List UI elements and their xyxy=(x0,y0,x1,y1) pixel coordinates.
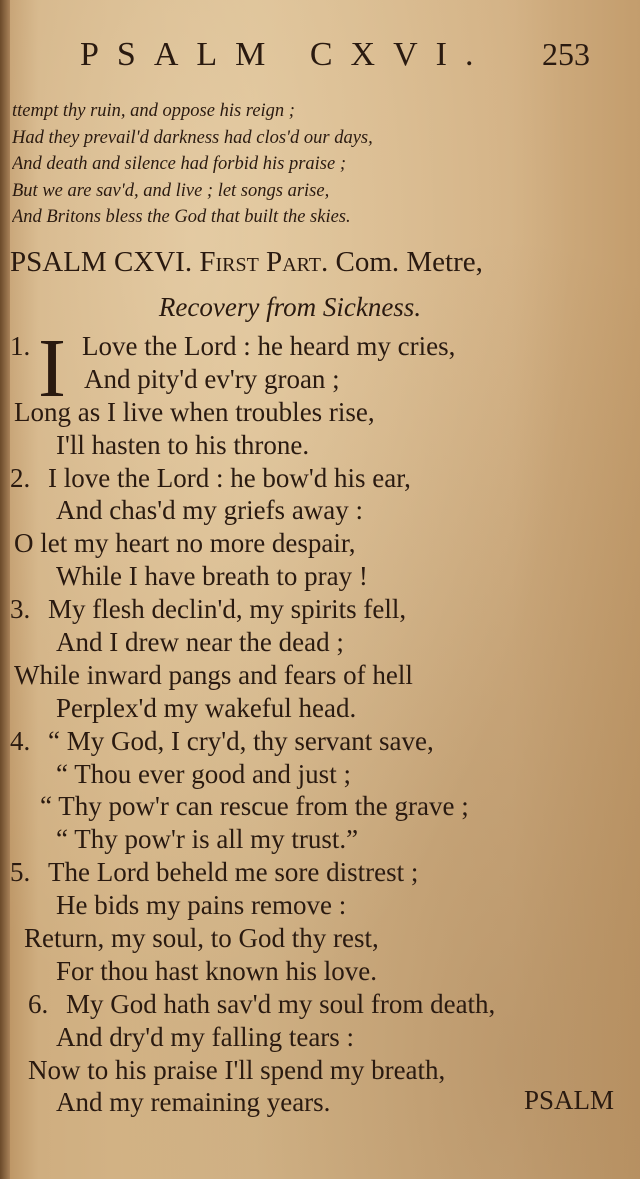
stanza-line: The Lord beheld me sore distrest ; xyxy=(48,857,419,888)
stanza-line: “ Thy pow'r can rescue from the grave ; xyxy=(40,791,469,822)
stanza-line: While I have breath to pray ! xyxy=(56,561,368,592)
stanza xyxy=(10,462,630,594)
stanza xyxy=(10,593,630,725)
stanza-line: For thou hast known his love. xyxy=(56,955,377,986)
stanza xyxy=(10,322,630,462)
stanza-line: Now to his praise I'll spend my breath, xyxy=(28,1054,446,1085)
stanza-number: 2. xyxy=(10,462,31,493)
hymn-body xyxy=(10,322,630,1119)
previous-psalm-verse xyxy=(12,98,612,231)
stanza-line: Perplex'd my wakeful head. xyxy=(56,692,357,723)
stanza-line: And my remaining years. xyxy=(56,1087,331,1118)
stanza-line: “ Thou ever good and just ; xyxy=(56,758,351,789)
verse-line: ttempt thy ruin, and oppose his reign ; xyxy=(12,101,295,121)
stanza-number: 5. xyxy=(10,857,31,888)
stanza-line: Return, my soul, to God thy rest, xyxy=(24,923,379,954)
stanza-line: My God hath sav'd my soul from death, xyxy=(66,988,496,1019)
stanza-line: And I drew near the dead ; xyxy=(56,627,344,658)
stanza-line: My flesh declin'd, my spirits fell, xyxy=(48,594,407,625)
stanza-number: 6. xyxy=(28,988,49,1019)
psalm-title: PSALM CXVI. xyxy=(10,246,193,278)
page-header xyxy=(0,28,640,88)
stanza-number: 1. xyxy=(10,331,31,361)
stanza xyxy=(10,856,630,988)
psalm-subtitle: Recovery from Sickness. xyxy=(158,292,422,322)
section-heading xyxy=(10,246,483,279)
part-label: First Part. xyxy=(199,246,329,278)
stanza-line: While inward pangs and fears of hell xyxy=(14,659,413,690)
page-gutter xyxy=(0,0,10,1179)
catchword: PSALM xyxy=(523,1085,614,1115)
verse-line: Had they prevail'd darkness had clos'd our days, xyxy=(12,127,373,148)
verse-line: And Britons bless the God that built the skies. xyxy=(12,207,351,227)
stanza-line: Long as I live when troubles rise, xyxy=(14,396,375,427)
verse-line: But we are sav'd, and live ; let songs arise, xyxy=(12,180,330,201)
stanza-line: O let my heart no more despair, xyxy=(14,528,356,559)
stanza-line: “ My God, I cry'd, thy servant save, xyxy=(48,725,434,756)
stanza-line: “ Thy pow'r is all my trust.” xyxy=(56,824,359,855)
stanza-number: 4. xyxy=(10,725,31,756)
stanza xyxy=(10,725,630,857)
stanza-line: Love the Lord : he heard my cries, xyxy=(82,331,456,361)
verse-line: And death and silence had forbid his praise ; xyxy=(12,154,346,174)
stanza-line: And pity'd ev'ry groan ; xyxy=(84,363,340,394)
stanza-line: I'll hasten to his throne. xyxy=(56,429,310,460)
metre-label: Com. Metre, xyxy=(335,246,483,278)
stanza-line: And dry'd my falling tears : xyxy=(56,1021,355,1052)
stanza-line: He bids my pains remove : xyxy=(56,890,347,921)
stanza-line: I love the Lord : he bow'd his ear, xyxy=(48,462,411,493)
stanza-number: 3. xyxy=(10,594,31,625)
running-title: PSALM CXVI. xyxy=(80,36,492,73)
page-number: 253 xyxy=(542,36,590,72)
drop-cap: I xyxy=(38,322,66,415)
stanza-line: And chas'd my griefs away : xyxy=(56,495,364,526)
